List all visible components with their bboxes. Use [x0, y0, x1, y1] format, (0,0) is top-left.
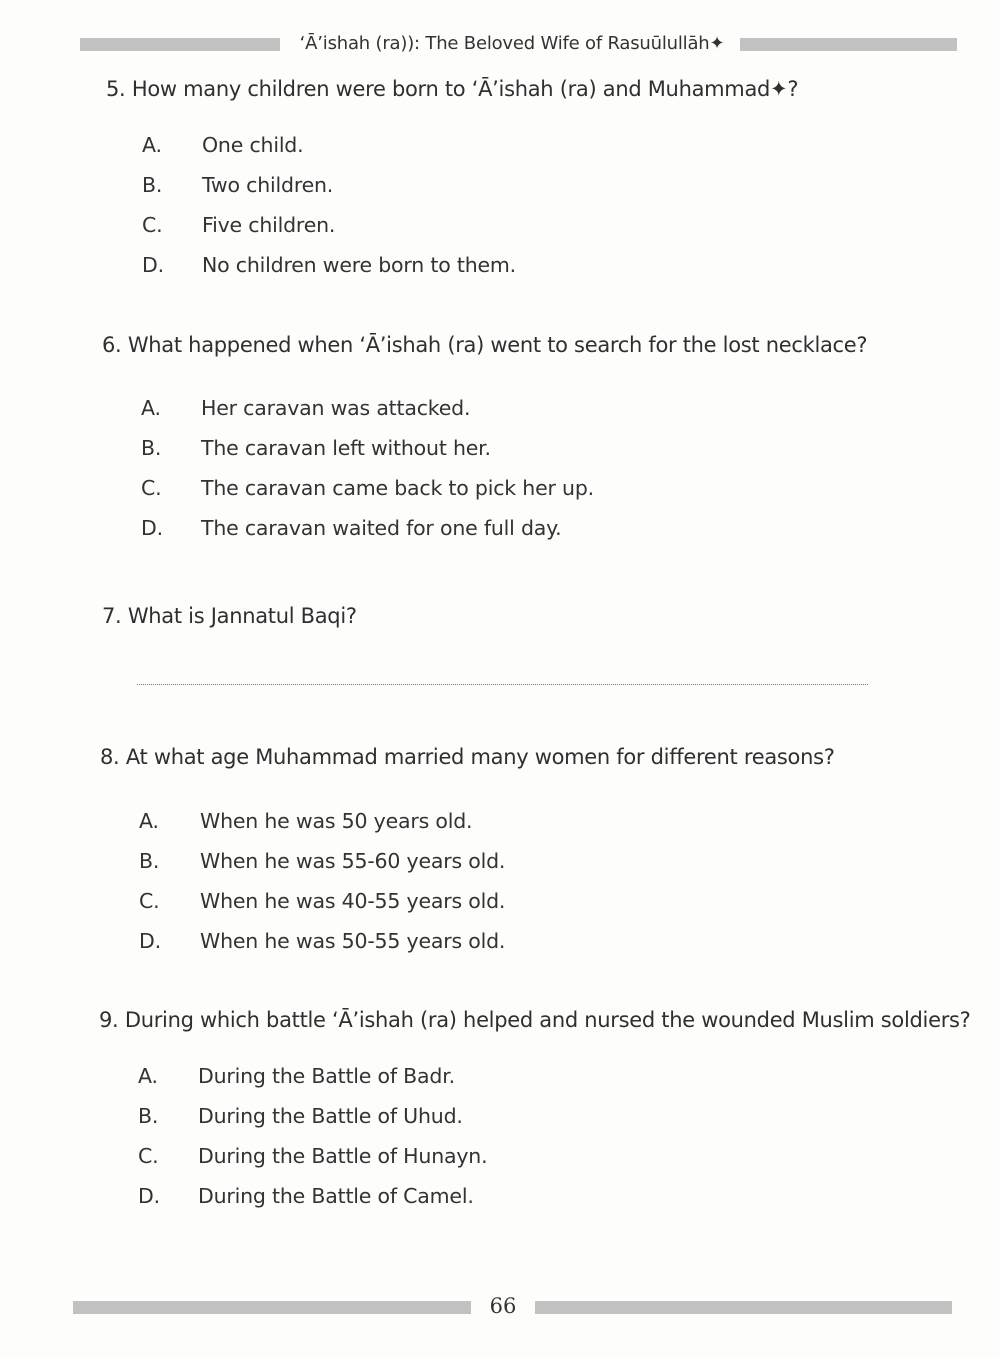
question-7 — [102, 604, 982, 628]
option-letter: D. — [138, 1184, 160, 1208]
question-text: At what age Muhammad married many women for different reasons? — [125, 745, 835, 769]
option-letter: A. — [142, 133, 162, 157]
option-text: During the Battle of Badr. — [198, 1064, 455, 1088]
question-number: 5. — [106, 77, 126, 101]
option-letter: C. — [142, 213, 163, 237]
option-text: The caravan waited for one full day. — [201, 516, 562, 540]
option-text: One child. — [202, 133, 304, 157]
option-letter: C. — [141, 476, 162, 500]
option-letter: D. — [142, 253, 164, 277]
question-6 — [102, 333, 982, 357]
question-text: During which battle ‘Ā’ishah (ra) helped and nursed the wounded Muslim soldiers? — [124, 1008, 971, 1032]
option-letter: A. — [141, 396, 161, 420]
option-text: When he was 55-60 years old. — [200, 849, 506, 873]
option-letter: B. — [138, 1104, 159, 1128]
option-text: Two children. — [202, 173, 334, 197]
option-text: Five children. — [202, 213, 336, 237]
option-letter: B. — [139, 849, 160, 873]
option-letter: C. — [139, 889, 160, 913]
header-bar-left — [80, 38, 280, 51]
question-8 — [100, 745, 980, 769]
option-text: During the Battle of Uhud. — [198, 1104, 463, 1128]
option-letter: B. — [141, 436, 162, 460]
option-text: When he was 40-55 years old. — [200, 889, 506, 913]
option-text: The caravan came back to pick her up. — [201, 476, 594, 500]
option-letter: A. — [139, 809, 159, 833]
question-5 — [106, 77, 986, 101]
option-text: Her caravan was attacked. — [201, 396, 471, 420]
option-text: When he was 50-55 years old. — [200, 929, 506, 953]
question-text: What happened when ‘Ā’ishah (ra) went to search for the lost necklace? — [127, 333, 868, 357]
header-bar-right — [740, 38, 957, 51]
question-number: 7. — [102, 604, 122, 628]
question-text: What is Jannatul Baqi? — [127, 604, 357, 628]
option-letter: D. — [139, 929, 161, 953]
question-number: 9. — [99, 1008, 119, 1032]
option-text: When he was 50 years old. — [200, 809, 473, 833]
footer-bar-left — [73, 1301, 471, 1314]
question-number: 6. — [102, 333, 122, 357]
page-header-title: ‘Ā’ishah (ra)): The Beloved Wife of Rasuūlullāh✦ — [299, 33, 725, 54]
footer-bar-right — [535, 1301, 952, 1314]
question-text: How many children were born to ‘Ā’ishah (ra) and Muhammad✦? — [131, 77, 799, 101]
question-number: 8. — [100, 745, 120, 769]
answer-line[interactable] — [137, 684, 868, 685]
option-letter: B. — [142, 173, 163, 197]
page-number: 66 — [489, 1294, 517, 1318]
option-letter: C. — [138, 1144, 159, 1168]
option-text: During the Battle of Camel. — [198, 1184, 474, 1208]
question-9 — [99, 1008, 979, 1032]
option-text: The caravan left without her. — [201, 436, 491, 460]
option-letter: D. — [141, 516, 163, 540]
option-text: During the Battle of Hunayn. — [198, 1144, 488, 1168]
option-text: No children were born to them. — [202, 253, 517, 277]
option-letter: A. — [138, 1064, 158, 1088]
